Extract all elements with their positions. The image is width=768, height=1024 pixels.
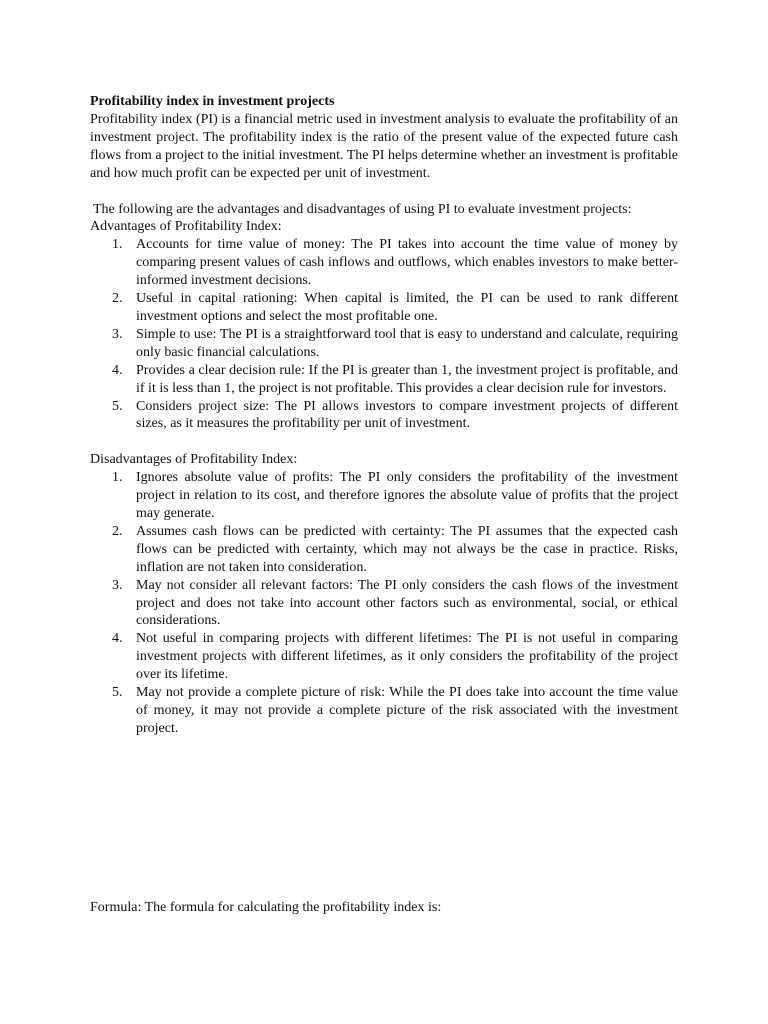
list-item-number: 2.: [112, 523, 123, 539]
list-item-text: Assumes cash flows can be predicted with certainty: The PI assumes that the expected cash flows can be predicted with certainty, which may not always be the case in practice. Risks, inflation are not taken into consideration.: [136, 523, 678, 575]
list-item: [90, 469, 678, 523]
intro-paragraph: Profitability index (PI) is a financial metric used in investment analysis to evaluate the profitability of an investment project. The profitability index is the ratio of the present value of the expected future cash flows from a project to the initial investment. The PI helps determine whether an investment is profitable and how much profit can be expected per unit of investment.: [90, 111, 678, 181]
disadvantages-list: [90, 469, 678, 738]
list-item-text: Considers project size: The PI allows investors to compare investment projects of different sizes, as it measures the profitability per unit of investment.: [136, 398, 678, 432]
list-item-text: Simple to use: The PI is a straightforward tool that is easy to understand and calculate, requiring only basic financial calculations.: [136, 326, 678, 360]
list-item-number: 5.: [112, 398, 123, 414]
list-item: [90, 577, 678, 631]
list-item-number: 5.: [112, 685, 123, 701]
list-item: [90, 362, 678, 398]
advantages-list: [90, 236, 678, 433]
list-item: [90, 326, 678, 362]
document-body: [90, 93, 678, 738]
list-item: [90, 290, 678, 326]
list-item: [90, 398, 678, 434]
advantages-heading: Advantages of Profitability Index:: [90, 219, 282, 235]
list-item-text: Ignores absolute value of profits: The PI only considers the profitability of the investment project in relation to its cost, and therefore ignores the absolute value of profits that the project may generate.: [136, 470, 678, 522]
list-item-number: 3.: [112, 326, 123, 342]
list-item-text: Accounts for time value of money: The PI takes into account the time value of money by comparing present values of cash inflows and outflows, which enables investors to make better-informed investment decisions.: [136, 237, 678, 289]
list-item-number: 4.: [112, 362, 123, 378]
document-title: Profitability index in investment projects: [90, 94, 335, 109]
list-item-number: 1.: [112, 470, 123, 486]
list-item-text: Provides a clear decision rule: If the PI is greater than 1, the investment project is profitable, and if it is less than 1, the project is not profitable. This provides a clear decision rule for investors.: [136, 362, 678, 396]
list-item-number: 2.: [112, 291, 123, 307]
list-item: [90, 236, 678, 290]
list-item-number: 1.: [112, 237, 123, 253]
list-item-text: Useful in capital rationing: When capital is limited, the PI can be used to rank different investment options and select the most profitable one.: [136, 291, 678, 324]
disadvantages-heading: Disadvantages of Profitability Index:: [90, 452, 298, 468]
list-item-text: May not provide a complete picture of risk: While the PI does take into account the time value of money, it may not provide a complete picture of the risk associated with the investment project.: [136, 685, 678, 736]
list-item: [90, 523, 678, 577]
formula-intro-line: Formula: The formula for calculating the profitability index is:: [90, 900, 442, 915]
list-item-text: May not consider all relevant factors: The PI only considers the cash flows of the investment project and does not take into account other factors such as environmental, social, or ethical considerations.: [136, 577, 678, 629]
lead-in-sentence: The following are the advantages and disadvantages of using PI to evaluate investment projects:: [93, 201, 632, 217]
list-item-number: 3.: [112, 577, 123, 593]
list-item-number: 4.: [112, 631, 123, 647]
list-item-text: Not useful in comparing projects with different lifetimes: The PI is not useful in comparing investment projects with different lifetimes, as it only considers the profitability of the project over its lifetime.: [136, 631, 678, 683]
list-item: [90, 630, 678, 684]
list-item: [90, 684, 678, 738]
